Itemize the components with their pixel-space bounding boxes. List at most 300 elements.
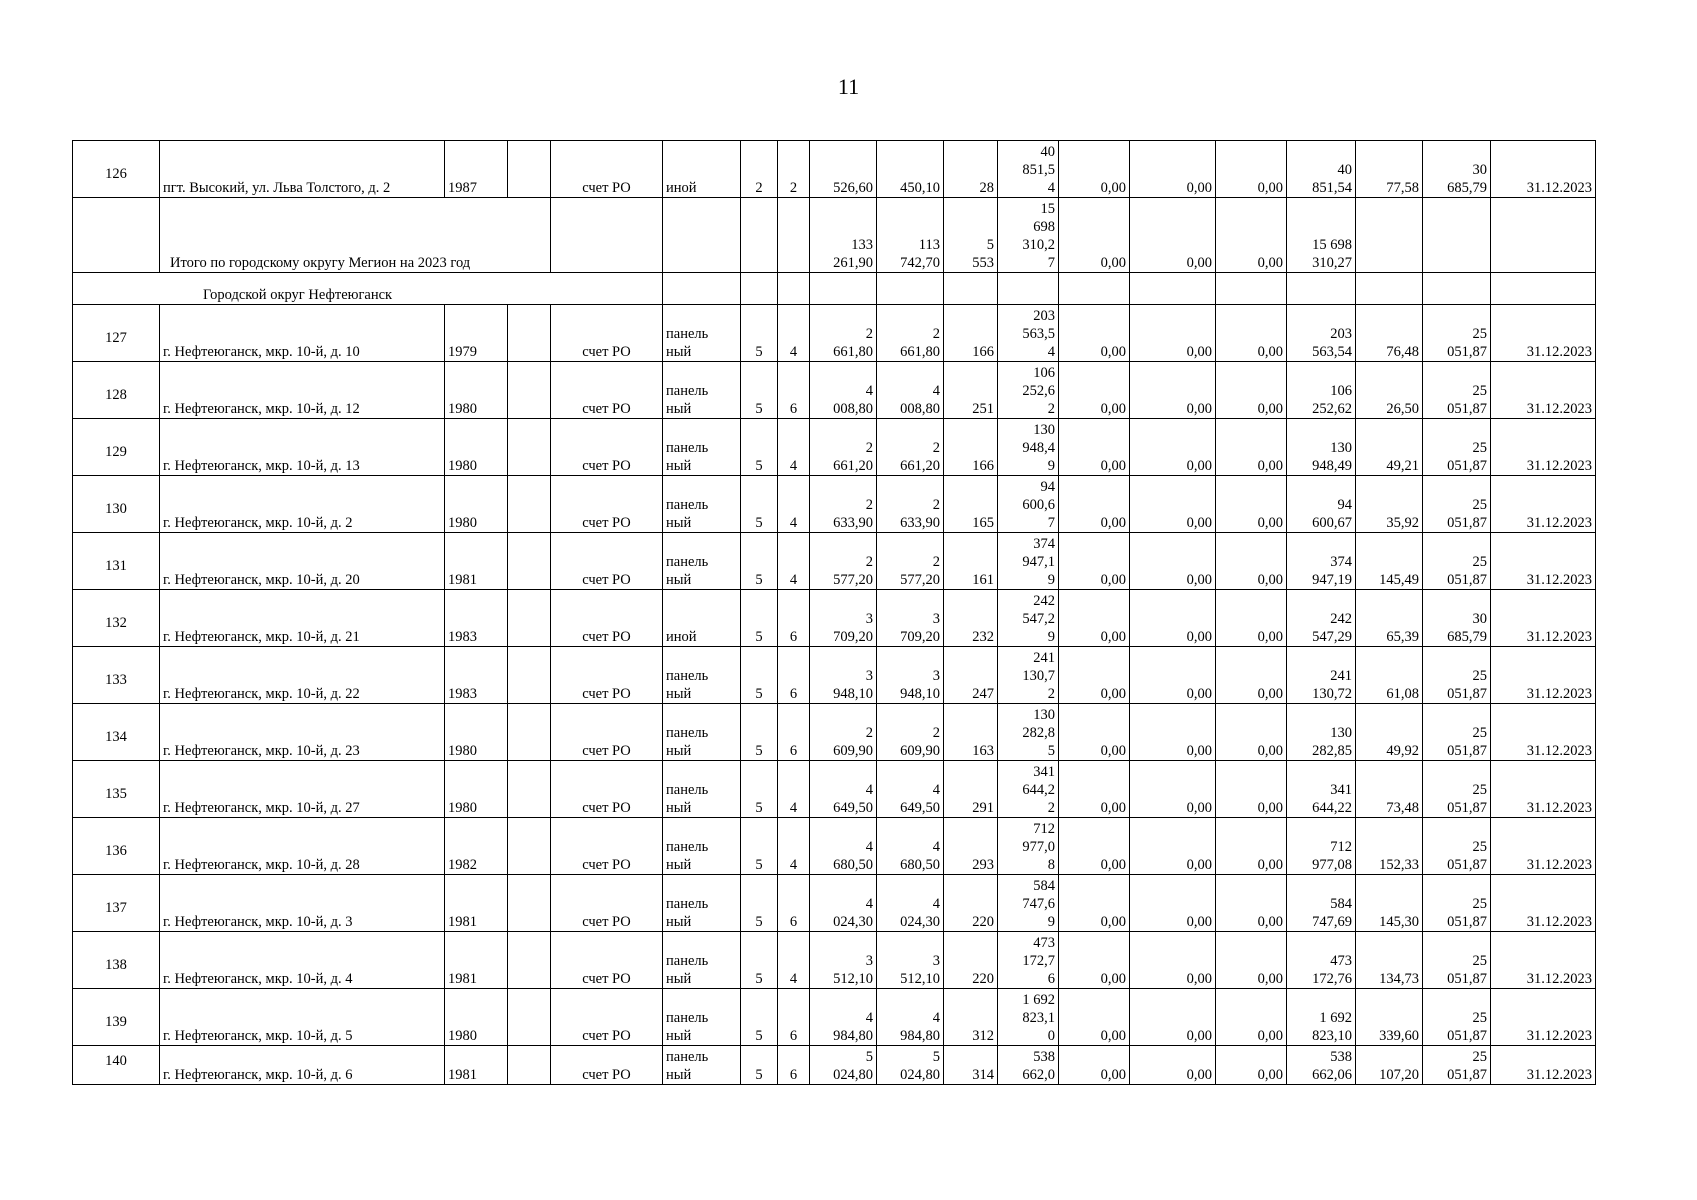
fund-cell: счет РО [551,704,663,761]
table-row [73,647,1596,704]
area-total-cell: 5 024,80 [810,1046,877,1085]
fund-cell: счет РО [551,647,663,704]
floors-cell: 2 [741,141,778,198]
area-living-cell: 4 984,80 [877,989,944,1046]
residents-cell: 312 [944,989,998,1046]
material-cell: панель ный [663,476,741,533]
cost-ro-cell: 241 130,72 [1287,647,1356,704]
specific-cost-cell: 339,60 [1356,989,1423,1046]
cost-ro-cell: 584 747,69 [1287,875,1356,932]
cost-total-cell: 374 947,1 9 [998,533,1059,590]
material-cell [663,198,741,273]
address-cell: г. Нефтеюганск, мкр. 10-й, д. 27 [160,761,445,818]
cost-budget-cell: 0,00 [1130,761,1216,818]
area-total-cell: 2 633,90 [810,476,877,533]
cost-owners-cell: 0,00 [1216,932,1287,989]
cost-ro-cell: 40 851,54 [1287,141,1356,198]
floors-cell: 5 [741,818,778,875]
row-number: 134 [73,704,160,761]
cost-ro-cell: 712 977,08 [1287,818,1356,875]
cost-owners-cell: 0,00 [1216,875,1287,932]
fund-cell: счет РО [551,362,663,419]
address-cell: г. Нефтеюганск, мкр. 10-й, д. 2 [160,476,445,533]
cost-owners-cell: 0,00 [1216,476,1287,533]
cost-ro-cell: 473 172,76 [1287,932,1356,989]
table-row [73,533,1596,590]
cost-total-cell: 15 698 310,2 7 [998,198,1059,273]
cost-budget-cell: 0,00 [1130,704,1216,761]
floors-cell: 5 [741,761,778,818]
area-total-cell: 526,60 [810,141,877,198]
deadline-cell: 31.12.2023 [1491,419,1596,476]
address-cell: г. Нефтеюганск, мкр. 10-й, д. 3 [160,875,445,932]
cost-ro-cell: 538 662,06 [1287,1046,1356,1085]
max-cost-cell: 30 685,79 [1423,141,1491,198]
area-living-cell: 4 008,80 [877,362,944,419]
year-cell: 1981 [445,875,508,932]
specific-cost-cell: 49,21 [1356,419,1423,476]
year-cell: 1980 [445,761,508,818]
cost-owners-cell: 0,00 [1216,198,1287,273]
deadline-cell: 31.12.2023 [1491,875,1596,932]
cell-empty [508,647,551,704]
year-cell: 1980 [445,989,508,1046]
cost-ro-cell: 130 282,85 [1287,704,1356,761]
residents-cell: 166 [944,305,998,362]
cell-empty [508,932,551,989]
residents-cell: 314 [944,1046,998,1085]
table-row [73,305,1596,362]
cost-owners-cell: 0,00 [1216,419,1287,476]
max-cost-cell [1423,198,1491,273]
residents-cell: 251 [944,362,998,419]
area-living-cell: 2 609,90 [877,704,944,761]
specific-cost-cell: 26,50 [1356,362,1423,419]
max-cost-cell: 25 051,87 [1423,875,1491,932]
year-cell: 1981 [445,1046,508,1085]
area-living-cell: 3 512,10 [877,932,944,989]
year-cell: 1987 [445,141,508,198]
section-row [73,273,1596,305]
table-row [73,1046,1596,1085]
specific-cost-cell: 145,49 [1356,533,1423,590]
area-living-cell: 2 661,20 [877,419,944,476]
deadline-cell: 31.12.2023 [1491,1046,1596,1085]
entrances-cell: 6 [778,590,810,647]
row-number: 140 [73,1046,160,1085]
row-number: 127 [73,305,160,362]
area-living-cell: 5 024,80 [877,1046,944,1085]
row-number [73,198,160,273]
cell-empty [1356,273,1423,305]
max-cost-cell: 25 051,87 [1423,533,1491,590]
year-cell: 1980 [445,362,508,419]
specific-cost-cell: 145,30 [1356,875,1423,932]
entrances-cell: 6 [778,647,810,704]
fund-cell: счет РО [551,761,663,818]
row-number: 129 [73,419,160,476]
deadline-cell: 31.12.2023 [1491,818,1596,875]
entrances-cell: 4 [778,818,810,875]
cost-budget-cell: 0,00 [1130,533,1216,590]
address-cell: г. Нефтеюганск, мкр. 10-й, д. 28 [160,818,445,875]
cell-empty [508,1046,551,1085]
total-label: Итого по городскому округу Мегион на 2023 год [160,198,551,273]
area-living-cell: 2 577,20 [877,533,944,590]
max-cost-cell: 25 051,87 [1423,305,1491,362]
material-cell: панель ный [663,305,741,362]
area-total-cell: 4 984,80 [810,989,877,1046]
area-total-cell: 2 661,20 [810,419,877,476]
area-total-cell: 4 008,80 [810,362,877,419]
cost-total-cell: 584 747,6 9 [998,875,1059,932]
cost-owners-cell: 0,00 [1216,362,1287,419]
year-cell: 1980 [445,419,508,476]
area-total-cell: 2 661,80 [810,305,877,362]
floors-cell: 5 [741,1046,778,1085]
specific-cost-cell: 107,20 [1356,1046,1423,1085]
specific-cost-cell: 35,92 [1356,476,1423,533]
residents-cell: 247 [944,647,998,704]
max-cost-cell: 25 051,87 [1423,1046,1491,1085]
row-number: 131 [73,533,160,590]
cost-total-cell: 40 851,5 4 [998,141,1059,198]
cost-total-cell: 241 130,7 2 [998,647,1059,704]
material-cell: иной [663,141,741,198]
deadline-cell: 31.12.2023 [1491,704,1596,761]
cost-budget-cell: 0,00 [1130,647,1216,704]
cell-empty [944,273,998,305]
area-total-cell: 3 512,10 [810,932,877,989]
housing-table [72,140,1596,1085]
deadline-cell: 31.12.2023 [1491,533,1596,590]
address-cell: г. Нефтеюганск, мкр. 10-й, д. 12 [160,362,445,419]
specific-cost-cell: 49,92 [1356,704,1423,761]
table-row [73,141,1596,198]
cost-fund-cell: 0,00 [1059,590,1130,647]
fund-cell: счет РО [551,305,663,362]
cell-empty [663,273,741,305]
fund-cell: счет РО [551,875,663,932]
cost-fund-cell: 0,00 [1059,761,1130,818]
residents-cell: 220 [944,875,998,932]
table-row [73,989,1596,1046]
year-cell: 1981 [445,932,508,989]
cost-owners-cell: 0,00 [1216,761,1287,818]
max-cost-cell: 25 051,87 [1423,818,1491,875]
row-number: 137 [73,875,160,932]
max-cost-cell: 25 051,87 [1423,362,1491,419]
total-row [73,198,1596,273]
deadline-cell: 31.12.2023 [1491,989,1596,1046]
residents-cell: 291 [944,761,998,818]
cost-fund-cell: 0,00 [1059,362,1130,419]
table-row [73,761,1596,818]
cell-empty [508,761,551,818]
specific-cost-cell: 77,58 [1356,141,1423,198]
fund-cell: счет РО [551,590,663,647]
area-total-cell: 4 680,50 [810,818,877,875]
cost-owners-cell: 0,00 [1216,305,1287,362]
area-total-cell: 2 609,90 [810,704,877,761]
residents-cell: 166 [944,419,998,476]
cost-fund-cell: 0,00 [1059,818,1130,875]
area-living-cell: 450,10 [877,141,944,198]
entrances-cell: 6 [778,1046,810,1085]
year-cell: 1980 [445,476,508,533]
row-number: 132 [73,590,160,647]
residents-cell: 232 [944,590,998,647]
area-total-cell: 3 709,20 [810,590,877,647]
specific-cost-cell: 61,08 [1356,647,1423,704]
table-row [73,476,1596,533]
cost-fund-cell: 0,00 [1059,704,1130,761]
address-cell: пгт. Высокий, ул. Льва Толстого, д. 2 [160,141,445,198]
cost-owners-cell: 0,00 [1216,1046,1287,1085]
specific-cost-cell: 65,39 [1356,590,1423,647]
cell-empty [508,989,551,1046]
fund-cell: счет РО [551,476,663,533]
specific-cost-cell: 134,73 [1356,932,1423,989]
max-cost-cell: 30 685,79 [1423,590,1491,647]
cost-fund-cell: 0,00 [1059,875,1130,932]
year-cell: 1980 [445,704,508,761]
max-cost-cell: 25 051,87 [1423,989,1491,1046]
cost-ro-cell: 15 698 310,27 [1287,198,1356,273]
entrances-cell: 2 [778,141,810,198]
table-row [73,932,1596,989]
year-cell: 1981 [445,533,508,590]
cell-empty [778,273,810,305]
cost-fund-cell: 0,00 [1059,989,1130,1046]
area-living-cell: 3 709,20 [877,590,944,647]
cost-fund-cell: 0,00 [1059,198,1130,273]
cell-empty [508,590,551,647]
cost-ro-cell: 203 563,54 [1287,305,1356,362]
address-cell: г. Нефтеюганск, мкр. 10-й, д. 4 [160,932,445,989]
cell-empty [508,305,551,362]
year-cell: 1979 [445,305,508,362]
cost-budget-cell: 0,00 [1130,305,1216,362]
page-number: 11 [837,74,860,99]
area-living-cell: 3 948,10 [877,647,944,704]
entrances-cell: 4 [778,761,810,818]
row-number: 136 [73,818,160,875]
area-total-cell: 3 948,10 [810,647,877,704]
material-cell: иной [663,590,741,647]
year-cell: 1983 [445,590,508,647]
cost-total-cell: 1 692 823,1 0 [998,989,1059,1046]
entrances-cell: 6 [778,989,810,1046]
residents-cell: 5 553 [944,198,998,273]
cell-empty [1059,273,1130,305]
area-total-cell: 4 649,50 [810,761,877,818]
cost-fund-cell: 0,00 [1059,533,1130,590]
cost-budget-cell: 0,00 [1130,818,1216,875]
specific-cost-cell [1356,198,1423,273]
row-number: 128 [73,362,160,419]
cell-empty [741,273,778,305]
row-number: 133 [73,647,160,704]
address-cell: г. Нефтеюганск, мкр. 10-й, д. 23 [160,704,445,761]
cell-empty [508,704,551,761]
cost-budget-cell: 0,00 [1130,1046,1216,1085]
cost-fund-cell: 0,00 [1059,476,1130,533]
floors-cell: 5 [741,875,778,932]
cost-owners-cell: 0,00 [1216,704,1287,761]
table-row [73,419,1596,476]
fund-cell: счет РО [551,533,663,590]
table-row [73,704,1596,761]
deadline-cell: 31.12.2023 [1491,305,1596,362]
cost-budget-cell: 0,00 [1130,141,1216,198]
material-cell: панель ный [663,875,741,932]
floors-cell: 5 [741,932,778,989]
cell-empty [1287,273,1356,305]
cost-budget-cell: 0,00 [1130,198,1216,273]
year-cell: 1983 [445,647,508,704]
cell-empty [1491,273,1596,305]
deadline-cell: 31.12.2023 [1491,761,1596,818]
deadline-cell: 31.12.2023 [1491,141,1596,198]
entrances-cell: 4 [778,305,810,362]
table-row [73,590,1596,647]
floors-cell: 5 [741,362,778,419]
residents-cell: 165 [944,476,998,533]
fund-cell [551,198,663,273]
address-cell: г. Нефтеюганск, мкр. 10-й, д. 5 [160,989,445,1046]
cell-empty [508,533,551,590]
residents-cell: 163 [944,704,998,761]
cost-total-cell: 242 547,2 9 [998,590,1059,647]
address-cell: г. Нефтеюганск, мкр. 10-й, д. 22 [160,647,445,704]
floors-cell: 5 [741,590,778,647]
entrances-cell: 4 [778,419,810,476]
cost-fund-cell: 0,00 [1059,647,1130,704]
area-total-cell: 2 577,20 [810,533,877,590]
floors-cell: 5 [741,476,778,533]
cell-empty [1216,273,1287,305]
area-living-cell: 2 661,80 [877,305,944,362]
floors-cell [741,198,778,273]
cost-ro-cell: 94 600,67 [1287,476,1356,533]
max-cost-cell: 25 051,87 [1423,704,1491,761]
cell-empty [877,273,944,305]
cost-fund-cell: 0,00 [1059,1046,1130,1085]
fund-cell: счет РО [551,989,663,1046]
floors-cell: 5 [741,704,778,761]
cost-budget-cell: 0,00 [1130,989,1216,1046]
cost-budget-cell: 0,00 [1130,875,1216,932]
cost-fund-cell: 0,00 [1059,419,1130,476]
area-living-cell: 113 742,70 [877,198,944,273]
entrances-cell: 6 [778,875,810,932]
max-cost-cell: 25 051,87 [1423,419,1491,476]
deadline-cell: 31.12.2023 [1491,590,1596,647]
max-cost-cell: 25 051,87 [1423,932,1491,989]
cost-total-cell: 538 662,0 [998,1046,1059,1085]
cell-empty [508,818,551,875]
deadline-cell: 31.12.2023 [1491,932,1596,989]
address-cell: г. Нефтеюганск, мкр. 10-й, д. 13 [160,419,445,476]
cell-empty [508,362,551,419]
cell-empty [810,273,877,305]
address-cell: г. Нефтеюганск, мкр. 10-й, д. 10 [160,305,445,362]
cost-total-cell: 130 948,4 9 [998,419,1059,476]
cost-total-cell: 106 252,6 2 [998,362,1059,419]
entrances-cell: 6 [778,362,810,419]
deadline-cell: 31.12.2023 [1491,476,1596,533]
fund-cell: счет РО [551,818,663,875]
material-cell: панель ный [663,704,741,761]
year-cell: 1982 [445,818,508,875]
cost-total-cell: 130 282,8 5 [998,704,1059,761]
material-cell: панель ный [663,533,741,590]
row-number: 139 [73,989,160,1046]
max-cost-cell: 25 051,87 [1423,476,1491,533]
cost-fund-cell: 0,00 [1059,141,1130,198]
row-number: 138 [73,932,160,989]
entrances-cell: 4 [778,932,810,989]
row-number: 135 [73,761,160,818]
cell-empty [508,419,551,476]
cost-fund-cell: 0,00 [1059,932,1130,989]
entrances-cell: 6 [778,704,810,761]
cost-budget-cell: 0,00 [1130,362,1216,419]
area-living-cell: 4 024,30 [877,875,944,932]
material-cell: панель ный [663,989,741,1046]
cost-owners-cell: 0,00 [1216,989,1287,1046]
residents-cell: 220 [944,932,998,989]
fund-cell: счет РО [551,419,663,476]
fund-cell: счет РО [551,932,663,989]
material-cell: панель ный [663,362,741,419]
area-living-cell: 4 649,50 [877,761,944,818]
material-cell: панель ный [663,761,741,818]
row-number: 130 [73,476,160,533]
material-cell: панель ный [663,419,741,476]
floors-cell: 5 [741,989,778,1046]
cost-ro-cell: 374 947,19 [1287,533,1356,590]
cost-ro-cell: 130 948,49 [1287,419,1356,476]
table-row [73,818,1596,875]
specific-cost-cell: 152,33 [1356,818,1423,875]
section-title: Городской округ Нефтеюганск [73,273,663,305]
deadline-cell [1491,198,1596,273]
cell-empty [1130,273,1216,305]
cost-owners-cell: 0,00 [1216,590,1287,647]
cost-ro-cell: 106 252,62 [1287,362,1356,419]
material-cell: панель ный [663,932,741,989]
max-cost-cell: 25 051,87 [1423,647,1491,704]
area-living-cell: 4 680,50 [877,818,944,875]
floors-cell: 5 [741,533,778,590]
cost-owners-cell: 0,00 [1216,533,1287,590]
floors-cell: 5 [741,305,778,362]
floors-cell: 5 [741,419,778,476]
address-cell: г. Нефтеюганск, мкр. 10-й, д. 20 [160,533,445,590]
cost-budget-cell: 0,00 [1130,590,1216,647]
deadline-cell: 31.12.2023 [1491,362,1596,419]
material-cell: панель ный [663,647,741,704]
table-row [73,362,1596,419]
residents-cell: 293 [944,818,998,875]
cost-total-cell: 203 563,5 4 [998,305,1059,362]
cell-empty [508,141,551,198]
cell-empty [508,875,551,932]
material-cell: панель ный [663,818,741,875]
cost-total-cell: 341 644,2 2 [998,761,1059,818]
